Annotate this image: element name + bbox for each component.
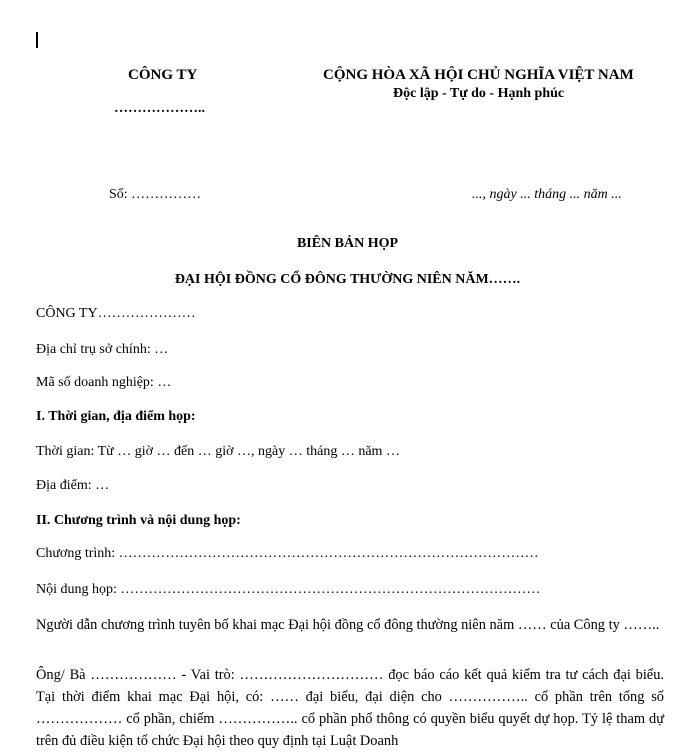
company-line: CÔNG TY………………… — [36, 306, 196, 321]
company-name-placeholder: ……………….. — [114, 101, 205, 116]
text-cursor — [36, 32, 38, 48]
attendance-paragraph: Ông/ Bà ……………… - Vai trò: ………………………… đọc báo cáo kết quả kiểm tra tư cách đại biểu. Tại thời điểm khai mạc Đại hội, có: …… đại biểu, đại diện cho …………….. cổ phần trên tổng số ……………… cổ phần, chiếm …………….. cổ phần phổ thông có quyền biểu quyết dự họp. Tỷ lệ tham dự trên đủ điều kiện tổ chức Đại hội theo quy định tại Luật Doanh — [36, 667, 664, 749]
document-title: BIÊN BẢN HỌP — [296, 236, 399, 251]
national-title: CỘNG HÒA XÃ HỘI CHỦ NGHĨA VIỆT NAM — [323, 67, 634, 83]
opening-paragraph: Người dẫn chương trình tuyên bố khai mạc Đại hội đồng cổ đông thường niên năm …… của Công ty …….. — [36, 617, 660, 633]
section1-heading: I. Thời gian, địa điểm họp: — [36, 409, 196, 424]
company-header: CÔNG TY — [128, 67, 198, 83]
tax-code-line: Mã số doanh nghiệp: … — [36, 375, 172, 390]
document-subtitle: ĐẠI HỘI ĐỒNG CỔ ĐÔNG THƯỜNG NIÊN NĂM……. — [174, 272, 521, 287]
meeting-time: Thời gian: Từ … giờ … đến … giờ …, ngày … tháng … năm … — [36, 444, 400, 459]
document-date: ..., ngày ... tháng ... năm ... — [472, 187, 622, 202]
address-line: Địa chỉ trụ sở chính: … — [36, 342, 169, 357]
content-line: Nội dung họp: ……………………………………………………………………………… — [36, 582, 541, 597]
program-line: Chương trình: ……………………………………………………………………………… — [36, 546, 539, 561]
section2-heading: II. Chương trình và nội dung họp: — [36, 513, 241, 528]
document-number: Số: …………… — [109, 187, 202, 202]
national-motto: Độc lập - Tự do - Hạnh phúc — [393, 86, 565, 101]
meeting-place: Địa điểm: … — [36, 478, 110, 493]
